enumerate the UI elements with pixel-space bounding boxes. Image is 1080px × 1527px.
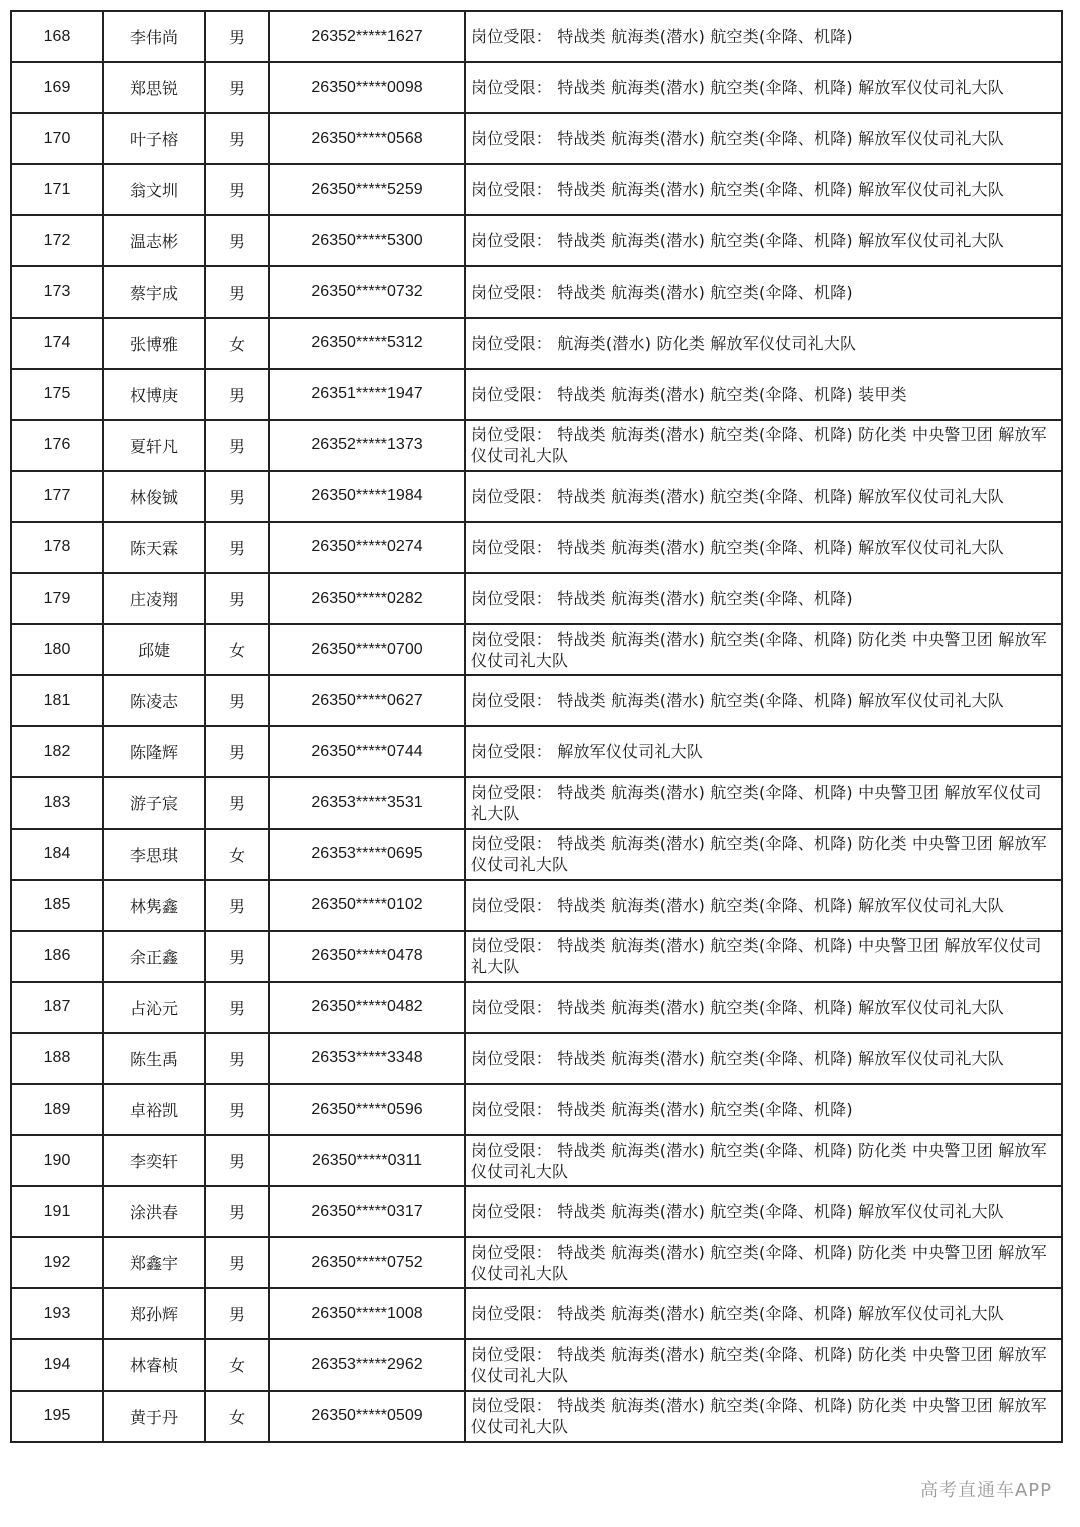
gender-cell: 男 bbox=[205, 1288, 269, 1339]
table-row bbox=[11, 215, 1062, 266]
restriction-note-cell: 岗位受限： 特战类 航海类(潜水) 航空类(伞降、机降) 解放军仪仗司礼大队 bbox=[465, 1288, 1062, 1339]
gender-cell: 男 bbox=[205, 113, 269, 164]
row-number-cell: 174 bbox=[11, 318, 103, 369]
id-number-cell: 26350*****0317 bbox=[269, 1186, 465, 1237]
gender-cell: 男 bbox=[205, 369, 269, 420]
candidate-name-cell: 林俊铖 bbox=[103, 471, 205, 522]
row-number-cell: 182 bbox=[11, 726, 103, 777]
candidate-name-cell: 黄于丹 bbox=[103, 1391, 205, 1442]
candidate-name-cell: 权博庚 bbox=[103, 369, 205, 420]
restriction-note-cell: 岗位受限： 特战类 航海类(潜水) 航空类(伞降、机降) 防化类 中央警卫团 解放军仪仗司礼大队 bbox=[465, 420, 1062, 471]
table-row bbox=[11, 726, 1062, 777]
id-number-cell: 26350*****0311 bbox=[269, 1135, 465, 1186]
id-number-cell: 26350*****1008 bbox=[269, 1288, 465, 1339]
row-number-cell: 187 bbox=[11, 982, 103, 1033]
row-number-cell: 194 bbox=[11, 1339, 103, 1390]
row-number-cell: 190 bbox=[11, 1135, 103, 1186]
restriction-note-cell: 岗位受限： 特战类 航海类(潜水) 航空类(伞降、机降) 解放军仪仗司礼大队 bbox=[465, 1033, 1062, 1084]
row-number-cell: 180 bbox=[11, 624, 103, 675]
gender-cell: 男 bbox=[205, 164, 269, 215]
candidate-name-cell: 叶子榕 bbox=[103, 113, 205, 164]
restriction-note-cell: 岗位受限： 特战类 航海类(潜水) 航空类(伞降、机降) 防化类 中央警卫团 解放军仪仗司礼大队 bbox=[465, 624, 1062, 675]
table-row bbox=[11, 11, 1062, 62]
candidate-name-cell: 陈凌志 bbox=[103, 675, 205, 726]
restriction-note-cell: 岗位受限： 特战类 航海类(潜水) 航空类(伞降、机降) 中央警卫团 解放军仪仗司礼大队 bbox=[465, 931, 1062, 982]
restriction-note-cell: 岗位受限： 特战类 航海类(潜水) 航空类(伞降、机降) 解放军仪仗司礼大队 bbox=[465, 880, 1062, 931]
table-row bbox=[11, 1084, 1062, 1135]
gender-cell: 男 bbox=[205, 1237, 269, 1288]
row-number-cell: 170 bbox=[11, 113, 103, 164]
id-number-cell: 26350*****0282 bbox=[269, 573, 465, 624]
gender-cell: 男 bbox=[205, 573, 269, 624]
gender-cell: 男 bbox=[205, 726, 269, 777]
restriction-note-cell: 岗位受限： 特战类 航海类(潜水) 航空类(伞降、机降) 解放军仪仗司礼大队 bbox=[465, 522, 1062, 573]
gender-cell: 男 bbox=[205, 1033, 269, 1084]
restriction-note-cell: 岗位受限： 特战类 航海类(潜水) 航空类(伞降、机降) 解放军仪仗司礼大队 bbox=[465, 675, 1062, 726]
table-row bbox=[11, 113, 1062, 164]
restriction-note-cell: 岗位受限： 特战类 航海类(潜水) 航空类(伞降、机降) bbox=[465, 1084, 1062, 1135]
restriction-note-cell: 岗位受限： 航海类(潜水) 防化类 解放军仪仗司礼大队 bbox=[465, 318, 1062, 369]
table-row bbox=[11, 369, 1062, 420]
id-number-cell: 26350*****0482 bbox=[269, 982, 465, 1033]
candidate-name-cell: 游子宸 bbox=[103, 777, 205, 828]
candidate-name-cell: 李思琪 bbox=[103, 829, 205, 880]
restriction-note-cell: 岗位受限： 特战类 航海类(潜水) 航空类(伞降、机降) 解放军仪仗司礼大队 bbox=[465, 164, 1062, 215]
candidate-name-cell: 李伟尚 bbox=[103, 11, 205, 62]
table-row bbox=[11, 1033, 1062, 1084]
candidate-name-cell: 郑思锐 bbox=[103, 62, 205, 113]
row-number-cell: 188 bbox=[11, 1033, 103, 1084]
row-number-cell: 195 bbox=[11, 1391, 103, 1442]
restriction-note-cell: 岗位受限： 特战类 航海类(潜水) 航空类(伞降、机降) 解放军仪仗司礼大队 bbox=[465, 215, 1062, 266]
id-number-cell: 26350*****0627 bbox=[269, 675, 465, 726]
id-number-cell: 26350*****5259 bbox=[269, 164, 465, 215]
row-number-cell: 179 bbox=[11, 573, 103, 624]
row-number-cell: 181 bbox=[11, 675, 103, 726]
candidate-name-cell: 邱婕 bbox=[103, 624, 205, 675]
table-row bbox=[11, 471, 1062, 522]
candidate-name-cell: 李奕轩 bbox=[103, 1135, 205, 1186]
table-row bbox=[11, 1237, 1062, 1288]
candidate-name-cell: 占沁元 bbox=[103, 982, 205, 1033]
restriction-note-cell: 岗位受限： 特战类 航海类(潜水) 航空类(伞降、机降) 防化类 中央警卫团 解放军仪仗司礼大队 bbox=[465, 829, 1062, 880]
gender-cell: 男 bbox=[205, 1186, 269, 1237]
id-number-cell: 26350*****0732 bbox=[269, 266, 465, 317]
restriction-note-cell: 岗位受限： 特战类 航海类(潜水) 航空类(伞降、机降) bbox=[465, 573, 1062, 624]
row-number-cell: 175 bbox=[11, 369, 103, 420]
row-number-cell: 177 bbox=[11, 471, 103, 522]
table-row bbox=[11, 1288, 1062, 1339]
id-number-cell: 26353*****3348 bbox=[269, 1033, 465, 1084]
gender-cell: 男 bbox=[205, 1135, 269, 1186]
gender-cell: 男 bbox=[205, 931, 269, 982]
row-number-cell: 169 bbox=[11, 62, 103, 113]
table-row bbox=[11, 1339, 1062, 1390]
row-number-cell: 172 bbox=[11, 215, 103, 266]
id-number-cell: 26353*****2962 bbox=[269, 1339, 465, 1390]
candidate-name-cell: 陈生禹 bbox=[103, 1033, 205, 1084]
row-number-cell: 183 bbox=[11, 777, 103, 828]
candidate-name-cell: 余正鑫 bbox=[103, 931, 205, 982]
candidate-name-cell: 陈隆辉 bbox=[103, 726, 205, 777]
table-row bbox=[11, 420, 1062, 471]
gender-cell: 男 bbox=[205, 522, 269, 573]
restriction-note-cell: 岗位受限： 特战类 航海类(潜水) 航空类(伞降、机降) 解放军仪仗司礼大队 bbox=[465, 982, 1062, 1033]
row-number-cell: 192 bbox=[11, 1237, 103, 1288]
table-row bbox=[11, 931, 1062, 982]
candidate-name-cell: 夏轩凡 bbox=[103, 420, 205, 471]
gender-cell: 女 bbox=[205, 318, 269, 369]
id-number-cell: 26350*****0274 bbox=[269, 522, 465, 573]
restriction-note-cell: 岗位受限： 解放军仪仗司礼大队 bbox=[465, 726, 1062, 777]
gender-cell: 男 bbox=[205, 1084, 269, 1135]
id-number-cell: 26350*****0700 bbox=[269, 624, 465, 675]
table-row bbox=[11, 777, 1062, 828]
table-row bbox=[11, 318, 1062, 369]
candidate-name-cell: 郑鑫宇 bbox=[103, 1237, 205, 1288]
row-number-cell: 184 bbox=[11, 829, 103, 880]
candidate-name-cell: 张博雅 bbox=[103, 318, 205, 369]
id-number-cell: 26350*****5312 bbox=[269, 318, 465, 369]
id-number-cell: 26350*****0596 bbox=[269, 1084, 465, 1135]
watermark-text: 高考直通车APP bbox=[919, 1480, 1052, 1501]
candidate-name-cell: 庄凌翔 bbox=[103, 573, 205, 624]
gender-cell: 男 bbox=[205, 266, 269, 317]
restriction-note-cell: 岗位受限： 特战类 航海类(潜水) 航空类(伞降、机降) bbox=[465, 266, 1062, 317]
restriction-note-cell: 岗位受限： 特战类 航海类(潜水) 航空类(伞降、机降) 解放军仪仗司礼大队 bbox=[465, 113, 1062, 164]
table-row bbox=[11, 880, 1062, 931]
table-row bbox=[11, 164, 1062, 215]
table-row bbox=[11, 1135, 1062, 1186]
candidate-name-cell: 林睿桢 bbox=[103, 1339, 205, 1390]
row-number-cell: 191 bbox=[11, 1186, 103, 1237]
roster-sheet bbox=[10, 10, 1061, 1443]
gender-cell: 男 bbox=[205, 420, 269, 471]
table-row bbox=[11, 266, 1062, 317]
restriction-note-cell: 岗位受限： 特战类 航海类(潜水) 航空类(伞降、机降) 解放军仪仗司礼大队 bbox=[465, 471, 1062, 522]
table-row bbox=[11, 62, 1062, 113]
id-number-cell: 26350*****0752 bbox=[269, 1237, 465, 1288]
row-number-cell: 176 bbox=[11, 420, 103, 471]
candidate-name-cell: 陈天霖 bbox=[103, 522, 205, 573]
table-row bbox=[11, 624, 1062, 675]
id-number-cell: 26350*****1984 bbox=[269, 471, 465, 522]
candidate-name-cell: 林隽鑫 bbox=[103, 880, 205, 931]
roster-table bbox=[10, 10, 1063, 1443]
row-number-cell: 168 bbox=[11, 11, 103, 62]
gender-cell: 女 bbox=[205, 624, 269, 675]
candidate-name-cell: 温志彬 bbox=[103, 215, 205, 266]
gender-cell: 男 bbox=[205, 215, 269, 266]
row-number-cell: 171 bbox=[11, 164, 103, 215]
candidate-name-cell: 蔡宇成 bbox=[103, 266, 205, 317]
roster-table-body bbox=[11, 11, 1062, 1442]
id-number-cell: 26353*****0695 bbox=[269, 829, 465, 880]
id-number-cell: 26350*****0744 bbox=[269, 726, 465, 777]
id-number-cell: 26350*****0098 bbox=[269, 62, 465, 113]
candidate-name-cell: 卓裕凯 bbox=[103, 1084, 205, 1135]
gender-cell: 女 bbox=[205, 829, 269, 880]
gender-cell: 男 bbox=[205, 777, 269, 828]
restriction-note-cell: 岗位受限： 特战类 航海类(潜水) 航空类(伞降、机降) bbox=[465, 11, 1062, 62]
row-number-cell: 186 bbox=[11, 931, 103, 982]
table-row bbox=[11, 522, 1062, 573]
gender-cell: 女 bbox=[205, 1391, 269, 1442]
gender-cell: 男 bbox=[205, 880, 269, 931]
restriction-note-cell: 岗位受限： 特战类 航海类(潜水) 航空类(伞降、机降) 解放军仪仗司礼大队 bbox=[465, 1186, 1062, 1237]
row-number-cell: 189 bbox=[11, 1084, 103, 1135]
candidate-name-cell: 翁文圳 bbox=[103, 164, 205, 215]
gender-cell: 男 bbox=[205, 982, 269, 1033]
id-number-cell: 26350*****0568 bbox=[269, 113, 465, 164]
candidate-name-cell: 郑孙辉 bbox=[103, 1288, 205, 1339]
row-number-cell: 193 bbox=[11, 1288, 103, 1339]
restriction-note-cell: 岗位受限： 特战类 航海类(潜水) 航空类(伞降、机降) 防化类 中央警卫团 解放军仪仗司礼大队 bbox=[465, 1135, 1062, 1186]
restriction-note-cell: 岗位受限： 特战类 航海类(潜水) 航空类(伞降、机降) 解放军仪仗司礼大队 bbox=[465, 62, 1062, 113]
row-number-cell: 185 bbox=[11, 880, 103, 931]
table-row bbox=[11, 675, 1062, 726]
id-number-cell: 26350*****0509 bbox=[269, 1391, 465, 1442]
id-number-cell: 26353*****3531 bbox=[269, 777, 465, 828]
candidate-name-cell: 涂洪春 bbox=[103, 1186, 205, 1237]
gender-cell: 男 bbox=[205, 62, 269, 113]
restriction-note-cell: 岗位受限： 特战类 航海类(潜水) 航空类(伞降、机降) 防化类 中央警卫团 解放军仪仗司礼大队 bbox=[465, 1237, 1062, 1288]
id-number-cell: 26352*****1627 bbox=[269, 11, 465, 62]
row-number-cell: 173 bbox=[11, 266, 103, 317]
table-row bbox=[11, 829, 1062, 880]
id-number-cell: 26351*****1947 bbox=[269, 369, 465, 420]
id-number-cell: 26350*****0102 bbox=[269, 880, 465, 931]
table-row bbox=[11, 1186, 1062, 1237]
restriction-note-cell: 岗位受限： 特战类 航海类(潜水) 航空类(伞降、机降) 中央警卫团 解放军仪仗司礼大队 bbox=[465, 777, 1062, 828]
table-row bbox=[11, 573, 1062, 624]
gender-cell: 男 bbox=[205, 11, 269, 62]
id-number-cell: 26352*****1373 bbox=[269, 420, 465, 471]
restriction-note-cell: 岗位受限： 特战类 航海类(潜水) 航空类(伞降、机降) 防化类 中央警卫团 解放军仪仗司礼大队 bbox=[465, 1391, 1062, 1442]
table-row bbox=[11, 1391, 1062, 1442]
gender-cell: 男 bbox=[205, 471, 269, 522]
table-row bbox=[11, 982, 1062, 1033]
restriction-note-cell: 岗位受限： 特战类 航海类(潜水) 航空类(伞降、机降) 防化类 中央警卫团 解放军仪仗司礼大队 bbox=[465, 1339, 1062, 1390]
gender-cell: 男 bbox=[205, 675, 269, 726]
restriction-note-cell: 岗位受限： 特战类 航海类(潜水) 航空类(伞降、机降) 装甲类 bbox=[465, 369, 1062, 420]
id-number-cell: 26350*****5300 bbox=[269, 215, 465, 266]
id-number-cell: 26350*****0478 bbox=[269, 931, 465, 982]
gender-cell: 女 bbox=[205, 1339, 269, 1390]
row-number-cell: 178 bbox=[11, 522, 103, 573]
